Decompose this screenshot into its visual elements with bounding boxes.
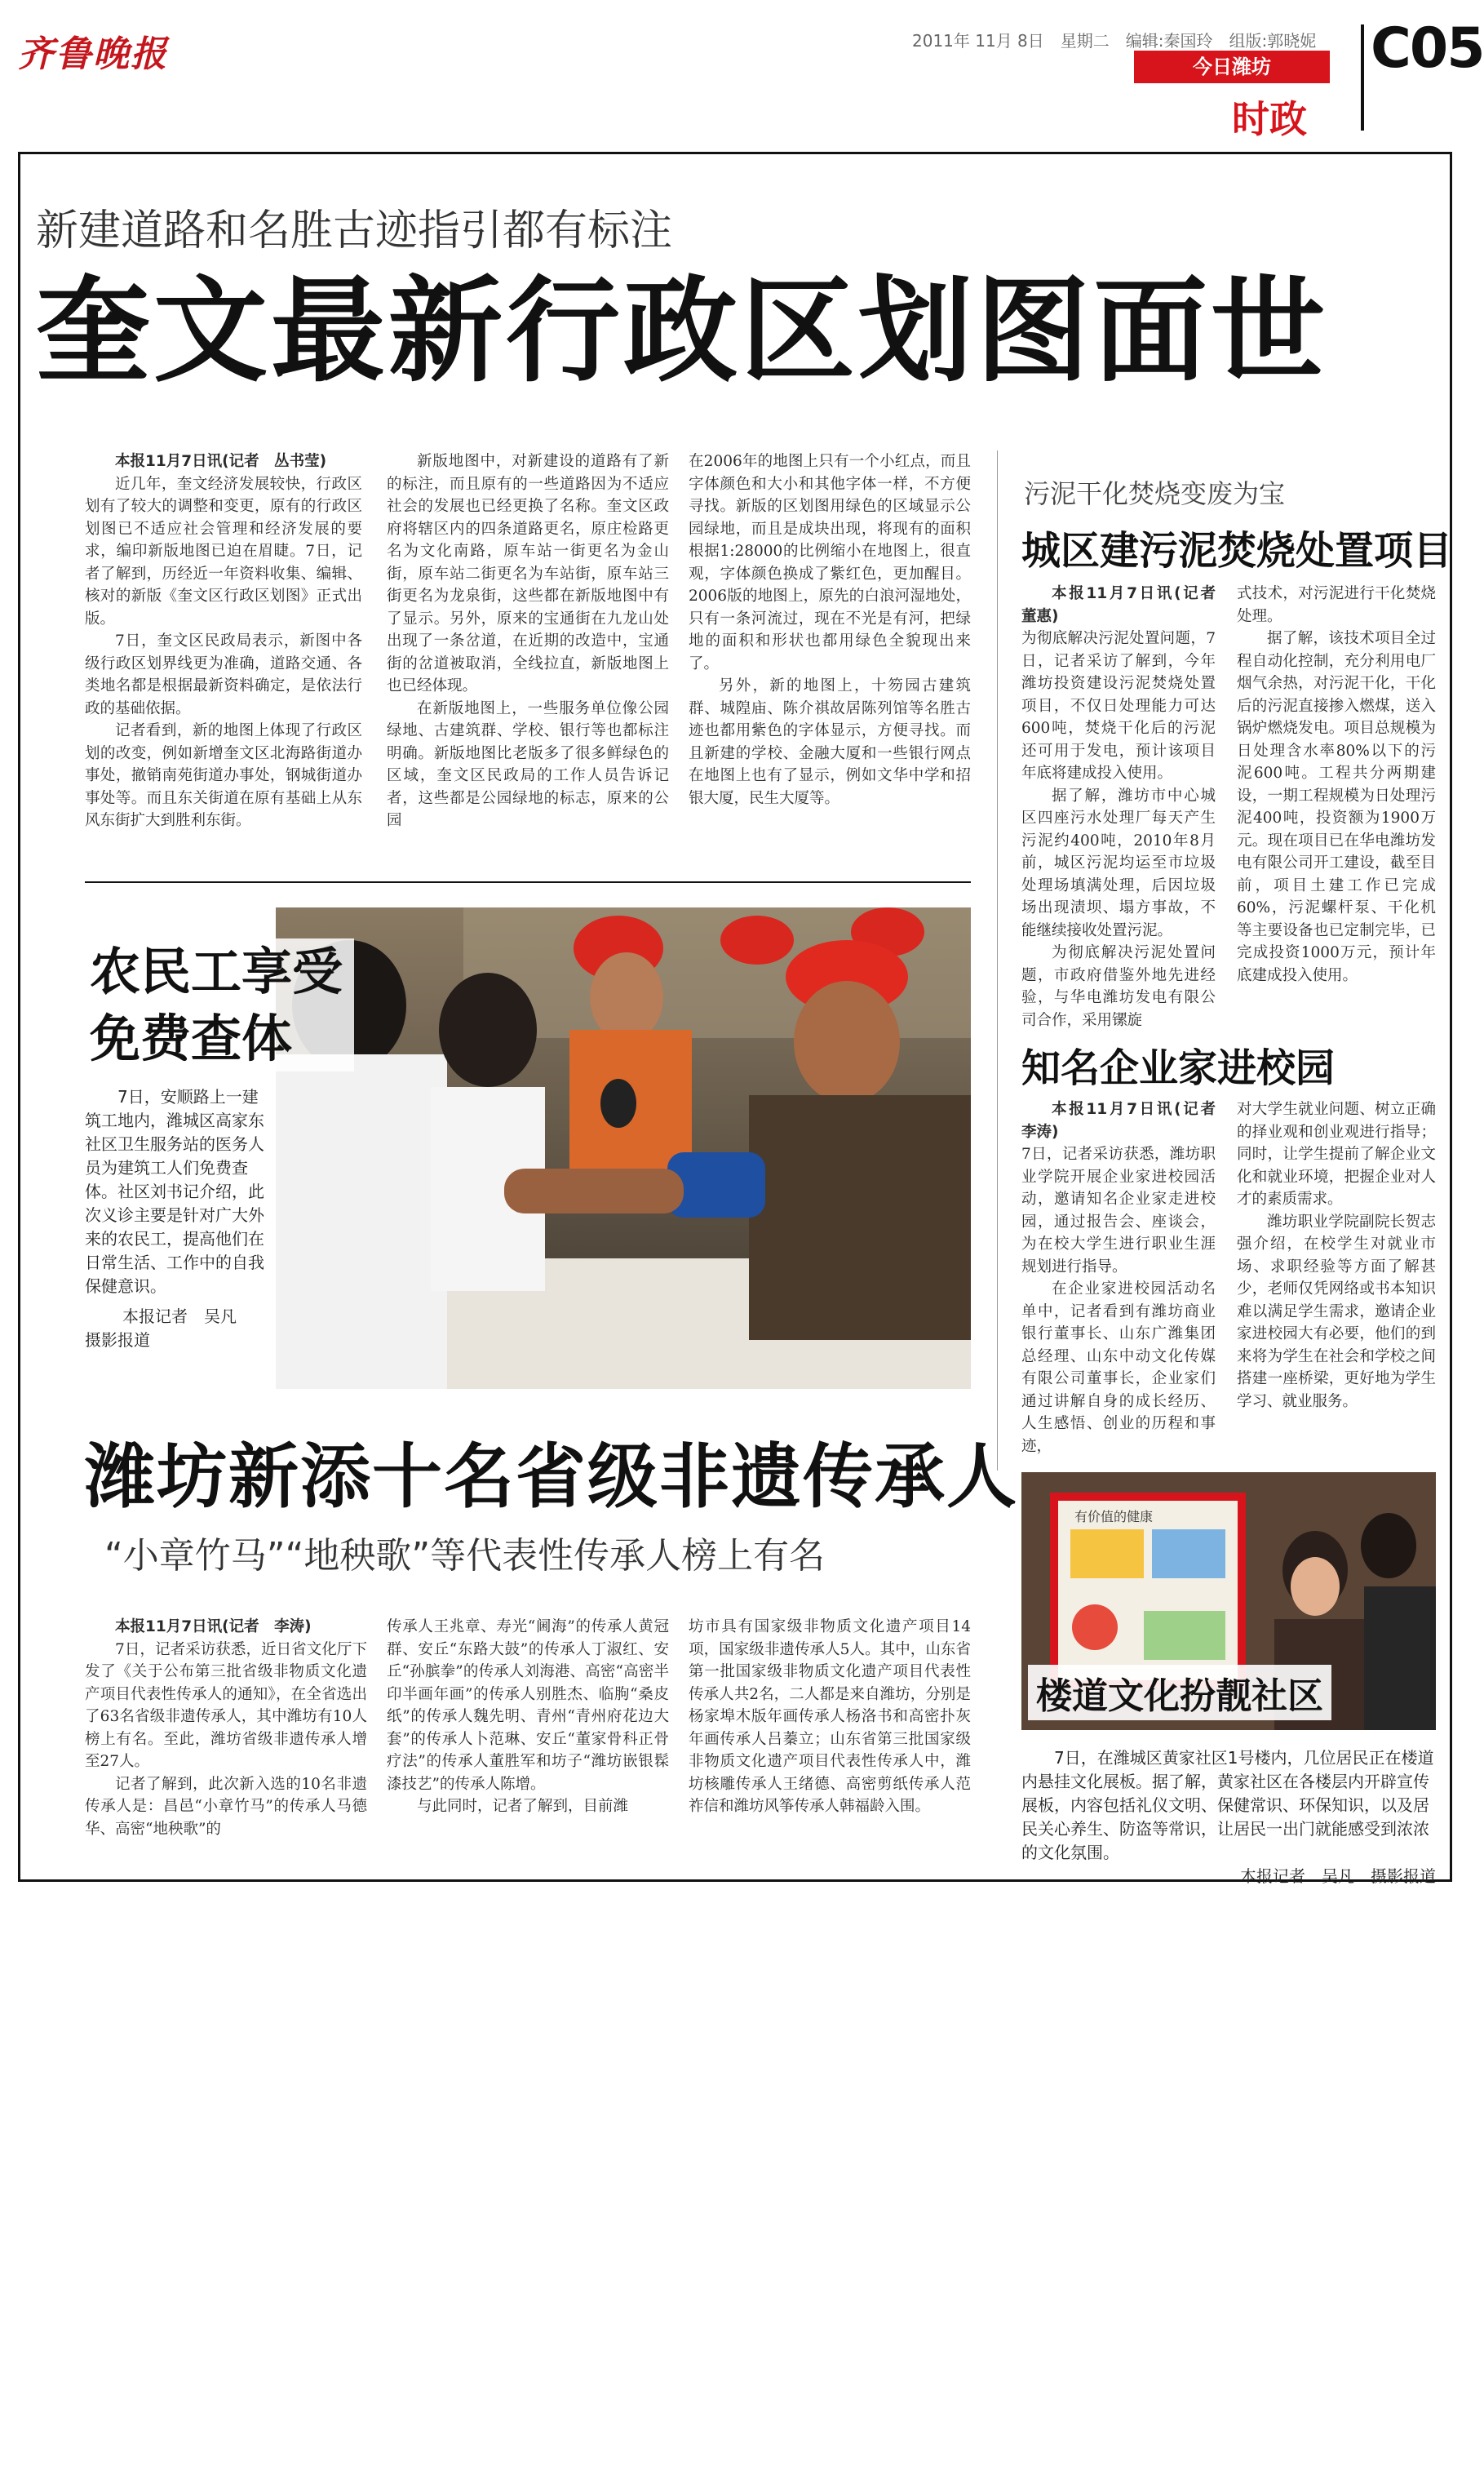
dateline: 2011年 11月 8日 星期二 编辑:秦国玲 组版:郭晓妮 — [912, 31, 1317, 51]
side2-paragraph: 对大学生就业问题、树立正确的择业观和创业观进行指导；同时，让学生提前了解企业文化和就业环境，把握企业对人才的素质需求。 — [1237, 1101, 1436, 1208]
photo1-title-line1: 农民工享受 — [85, 938, 354, 1005]
photo2-caption — [1021, 1746, 1436, 1888]
side1-headline: 城区建污泥焚烧处置项目 — [1021, 528, 1453, 574]
story2-paragraph: 与此同时，记者了解到，目前潍 — [417, 1798, 629, 1815]
side2-column-2 — [1237, 1098, 1436, 1457]
story1-subhead: 新建道路和名胜古迹指引都有标注 — [36, 206, 673, 255]
side1-paragraph: 据了解，潍坊市中心城区四座污水处理厂每天产生污泥约400吨，2010年8月前，城区污泥均运至市垃圾处理场填满处理，后因垃圾场出现渍坝、塌方事故，不能继续接收处置污泥。 — [1021, 787, 1216, 939]
photo2-caption-text: 7日，在潍城区黄家社区1号楼内，几位居民正在楼道内悬挂文化展板。据了解，黄家社区在各楼层内开辟宣传展板，内容包括礼仪文明、保健常识、环保知识，以及居民关心养生、防盗等常识，让居民一出门就能感受到浓浓的文化氛围。 — [1021, 1748, 1434, 1862]
story2-column-2 — [387, 1616, 669, 1861]
side2-paragraph: 在企业家进校园活动名单中，记者看到有潍坊商业银行董事长、山东广潍集团总经理、山东中动文化传媒有限公司董事长，企业家们通过讲解自身的成长经历、人生感悟、创业的历程和事迹， — [1021, 1280, 1216, 1455]
side2-headline: 知名企业家进校园 — [1021, 1045, 1336, 1091]
photo1-caption-text: 7日，安顺路上一建筑工地内，潍城区高家东社区卫生服务站的医务人员为建筑工人们免费查体。社区刘书记介绍，此次义诊主要是针对广大外来的农民工，提高他们在日常生活、工作中的自我保健意识。 — [85, 1087, 264, 1296]
side1-paragraph: 为彻底解决污泥处置问题，7日，记者采访了解到，今年潍坊投资建设污泥焚烧处置项目，不仅日处理能力可达600吨，焚烧干化后的污泥还可用于发电，预计该项目年底将建成投入使用。 — [1021, 630, 1216, 782]
story2-paragraph: 坊市具有国家级非物质文化遗产项目14项，国家级非遗传承人5人。其中，山东省第一批国家级非物质文化遗产项目代表性传承人共2名，二人都是来自潍坊，分别是杨家埠木版年画传承人杨洛书和高密扑灰年画传承人吕蓁立；山东省第三批国家级非物质文化遗产项目代表性传承人中，潍坊核雕传承人王绪德、高密剪纸传承人范祚信和潍坊风筝传承人韩福龄入围。 — [689, 1618, 971, 1815]
poster-text: 有价值的健康 — [1074, 1509, 1154, 1524]
story1-paragraph: 在2006年的地图上只有一个小红点，而且字体颜色和大小和其他字体一样，不方便寻找。新版的区划图用绿色的区域显示公园绿地，而且是成块出现，将现有的面积根据1:28000的比例缩小在地图上，很直观，字体颜色换成了紫红色，更加醒目。2006版的地图上，原先的白浪河湿地处，只有一条河流过，现在不光是有河，把绿地的面积和形状也都用绿色全貌现出来了。 — [689, 453, 971, 672]
photo2-credit: 本报记者 吴凡 摄影报道 — [1240, 1866, 1436, 1886]
section-title: 时政 — [1232, 97, 1307, 141]
photo1-caption — [85, 1085, 268, 1352]
story2-paragraph: 传承人王兆章、寿光“阃海”的传承人黄冠群、安丘“东路大鼓”的传承人丁淑红、安丘“孙膑拳”的传承人刘海港、高密“高密半印半画年画”的传承人别胜杰、临朐“桑皮纸”的传承人魏先明、青州“青州府花边大套”的传承人卜范琳、安丘“董家骨科正骨疗法”的传承人董胜军和坊子“潍坊嵌银髹漆技艺”的传承人陈增。 — [387, 1618, 669, 1793]
column-divider — [997, 450, 998, 1471]
story2-byline: 本报11月7日讯(记者 李涛) — [115, 1618, 312, 1635]
side2-paragraph: 潍坊职业学院副院长贺志强介绍，在校学生对就业市场、求职经验等方面了解甚少，老师仅凭网络或书本知识难以满足学生需求，邀请企业家进校园大有必要，他们的到来将为学生在社会和学校之间搭建一座桥梁，更好地为学生学习、就业服务。 — [1237, 1213, 1436, 1410]
story1-column-2 — [387, 450, 669, 859]
story2-paragraph: 记者了解到，此次新入选的10名非遗传承人是：昌邑“小章竹马”的传承人马德华、高密“地秧歌”的 — [85, 1775, 367, 1838]
photo1-title-line2: 免费查体 — [85, 1005, 354, 1072]
photo1-title-block — [85, 938, 354, 1071]
photo-medical-checkup — [276, 907, 971, 1389]
section-badge: 今日潍坊 — [1134, 51, 1330, 83]
story2-column-3 — [689, 1616, 971, 1861]
side1-paragraph: 为彻底解决污泥处置问题，市政府借鉴外地先进经验，与华电潍坊发电有限公司合作，采用镙旋 — [1021, 944, 1216, 1029]
story1-paragraph: 在新版地图上，一些服务单位像公园绿地、古建筑群、学校、银行等也都标注明确。新版地图比老版多了很多鲜绿色的区域，奎文区民政局的工作人员告诉记者，这些都是公园绿地的标志，原来的公园 — [387, 699, 669, 829]
story2-paragraph: 7日，记者采访获悉，近日省文化厅下发了《关于公布第三批省级非物质文化遗产项目代表性传承人的通知》，在全省选出了63名省级非遗传承人，其中潍坊有10人榜上有名。至此，潍坊省级非遗传承人增至27人。 — [85, 1640, 367, 1770]
photo-illustration — [276, 907, 971, 1389]
side1-paragraph: 式技术，对污泥进行干化焚烧处理。 — [1237, 585, 1436, 625]
story2-headline: 潍坊新添十名省级非遗传承人 — [85, 1436, 1018, 1518]
header-divider — [1361, 24, 1364, 131]
story1-column-3 — [689, 450, 971, 859]
side2-column-1 — [1021, 1098, 1231, 1457]
photo1-credit-2: 摄影报道 — [85, 1330, 150, 1350]
story1-paragraph: 新版地图中，对新建设的道路有了新的标注，而且原有的一些道路因为不适应社会的发展也已经更换了名称。奎文区政府将辖区内的四条道路更名，原庄检路更名为文化南路，原车站一街更名为金山街，原车站二街更名为车站街，原车站三街更名为龙泉街，这些都在新版地图中有了显示。另外，原来的宝通街在九龙山处出现了一条岔道，在近期的改造中，宝通街的岔道被取消，全线拉直，新版地图上也已经体现。 — [387, 453, 669, 694]
story2-column-1 — [85, 1616, 367, 1861]
photo2-overlay-label — [1028, 1665, 1331, 1720]
side1-column-1 — [1021, 583, 1231, 1029]
story1-paragraph: 7日，奎文区民政局表示，新图中各级行政区划界线更为准确，道路交通、各类地名都是根据最新资料确定，是依法行政的基础依据。 — [85, 632, 362, 717]
side2-byline: 本报11月7日讯(记者 李涛) — [1021, 1101, 1231, 1141]
side1-paragraph: 据了解，该技术项目全过程自动化控制，充分利用电厂烟气余热，对污泥干化，干化后的污泥直接掺入燃煤，送入锅炉燃烧发电。项目总规模为日处理含水率80%以下的污泥600吨。工程共分两期建设，一期工程规模为日处理污泥400吨，投资额为1900万元。现在项目已在华电潍坊发电有限公司开工建设，截至目前，项目土建工作已完成60%，污泥螺杆泵、干化机等主要设备也已定制完毕，已完成投资1000万元，预计年底建成投入使用。 — [1237, 630, 1436, 984]
story1-column-1 — [85, 450, 362, 859]
page-code: C05 — [1371, 16, 1484, 81]
photo2-overlay-title: 楼道文化扮靓社区 — [1028, 1665, 1331, 1720]
story1-byline: 本报11月7日讯(记者 丛书莹) — [115, 453, 327, 470]
masthead-logo: 齐鲁晚报 — [18, 33, 168, 75]
story2-subhead: “小章竹马”“地秧歌”等代表性传承人榜上有名 — [104, 1535, 826, 1577]
side1-byline: 本报11月7日讯(记者 董惠) — [1021, 585, 1231, 625]
story1-paragraph: 记者看到，新的地图上体现了行政区划的改变，例如新增奎文区北海路街道办事处，撤销南苑街道办事处，钢城街道办事处等。而且东关街道在原有基础上从东风东街扩大到胜利东街。 — [85, 722, 362, 829]
side2-paragraph: 7日，记者采访获悉，潍坊职业学院开展企业家进校园活动，邀请知名企业家走进校园，通过报告会、座谈会，为在校大学生进行职业生涯规划进行指导。 — [1021, 1146, 1216, 1276]
story1-bottom-rule — [85, 881, 971, 883]
photo1-credit: 本报记者 吴凡 — [122, 1307, 237, 1326]
story1-paragraph: 另外，新的地图上，十笏园古建筑群、城隍庙、陈介祺故居陈列馆等名胜古迹也都用紫色的字体显示，方便寻找。而且新建的学校、金融大厦和一些银行网点在地图上也有了显示，例如文华中学和招银大厦，民生大厦等。 — [689, 677, 971, 807]
side1-subhead: 污泥干化焚烧变废为宝 — [1024, 478, 1286, 509]
side1-column-2 — [1237, 583, 1436, 1015]
story1-headline: 奎文最新行政区划图面世 — [36, 265, 1329, 398]
story1-paragraph: 近几年，奎文经济发展较快，行政区划有了较大的调整和变更，原有的行政区划图已不适应社会管理和经济发展的要求，编印新版地图已迫在眉睫。7日，记者了解到，历经近一年资料收集、编辑、核对的新版《奎文区行政区划图》正式出版。 — [85, 475, 362, 628]
